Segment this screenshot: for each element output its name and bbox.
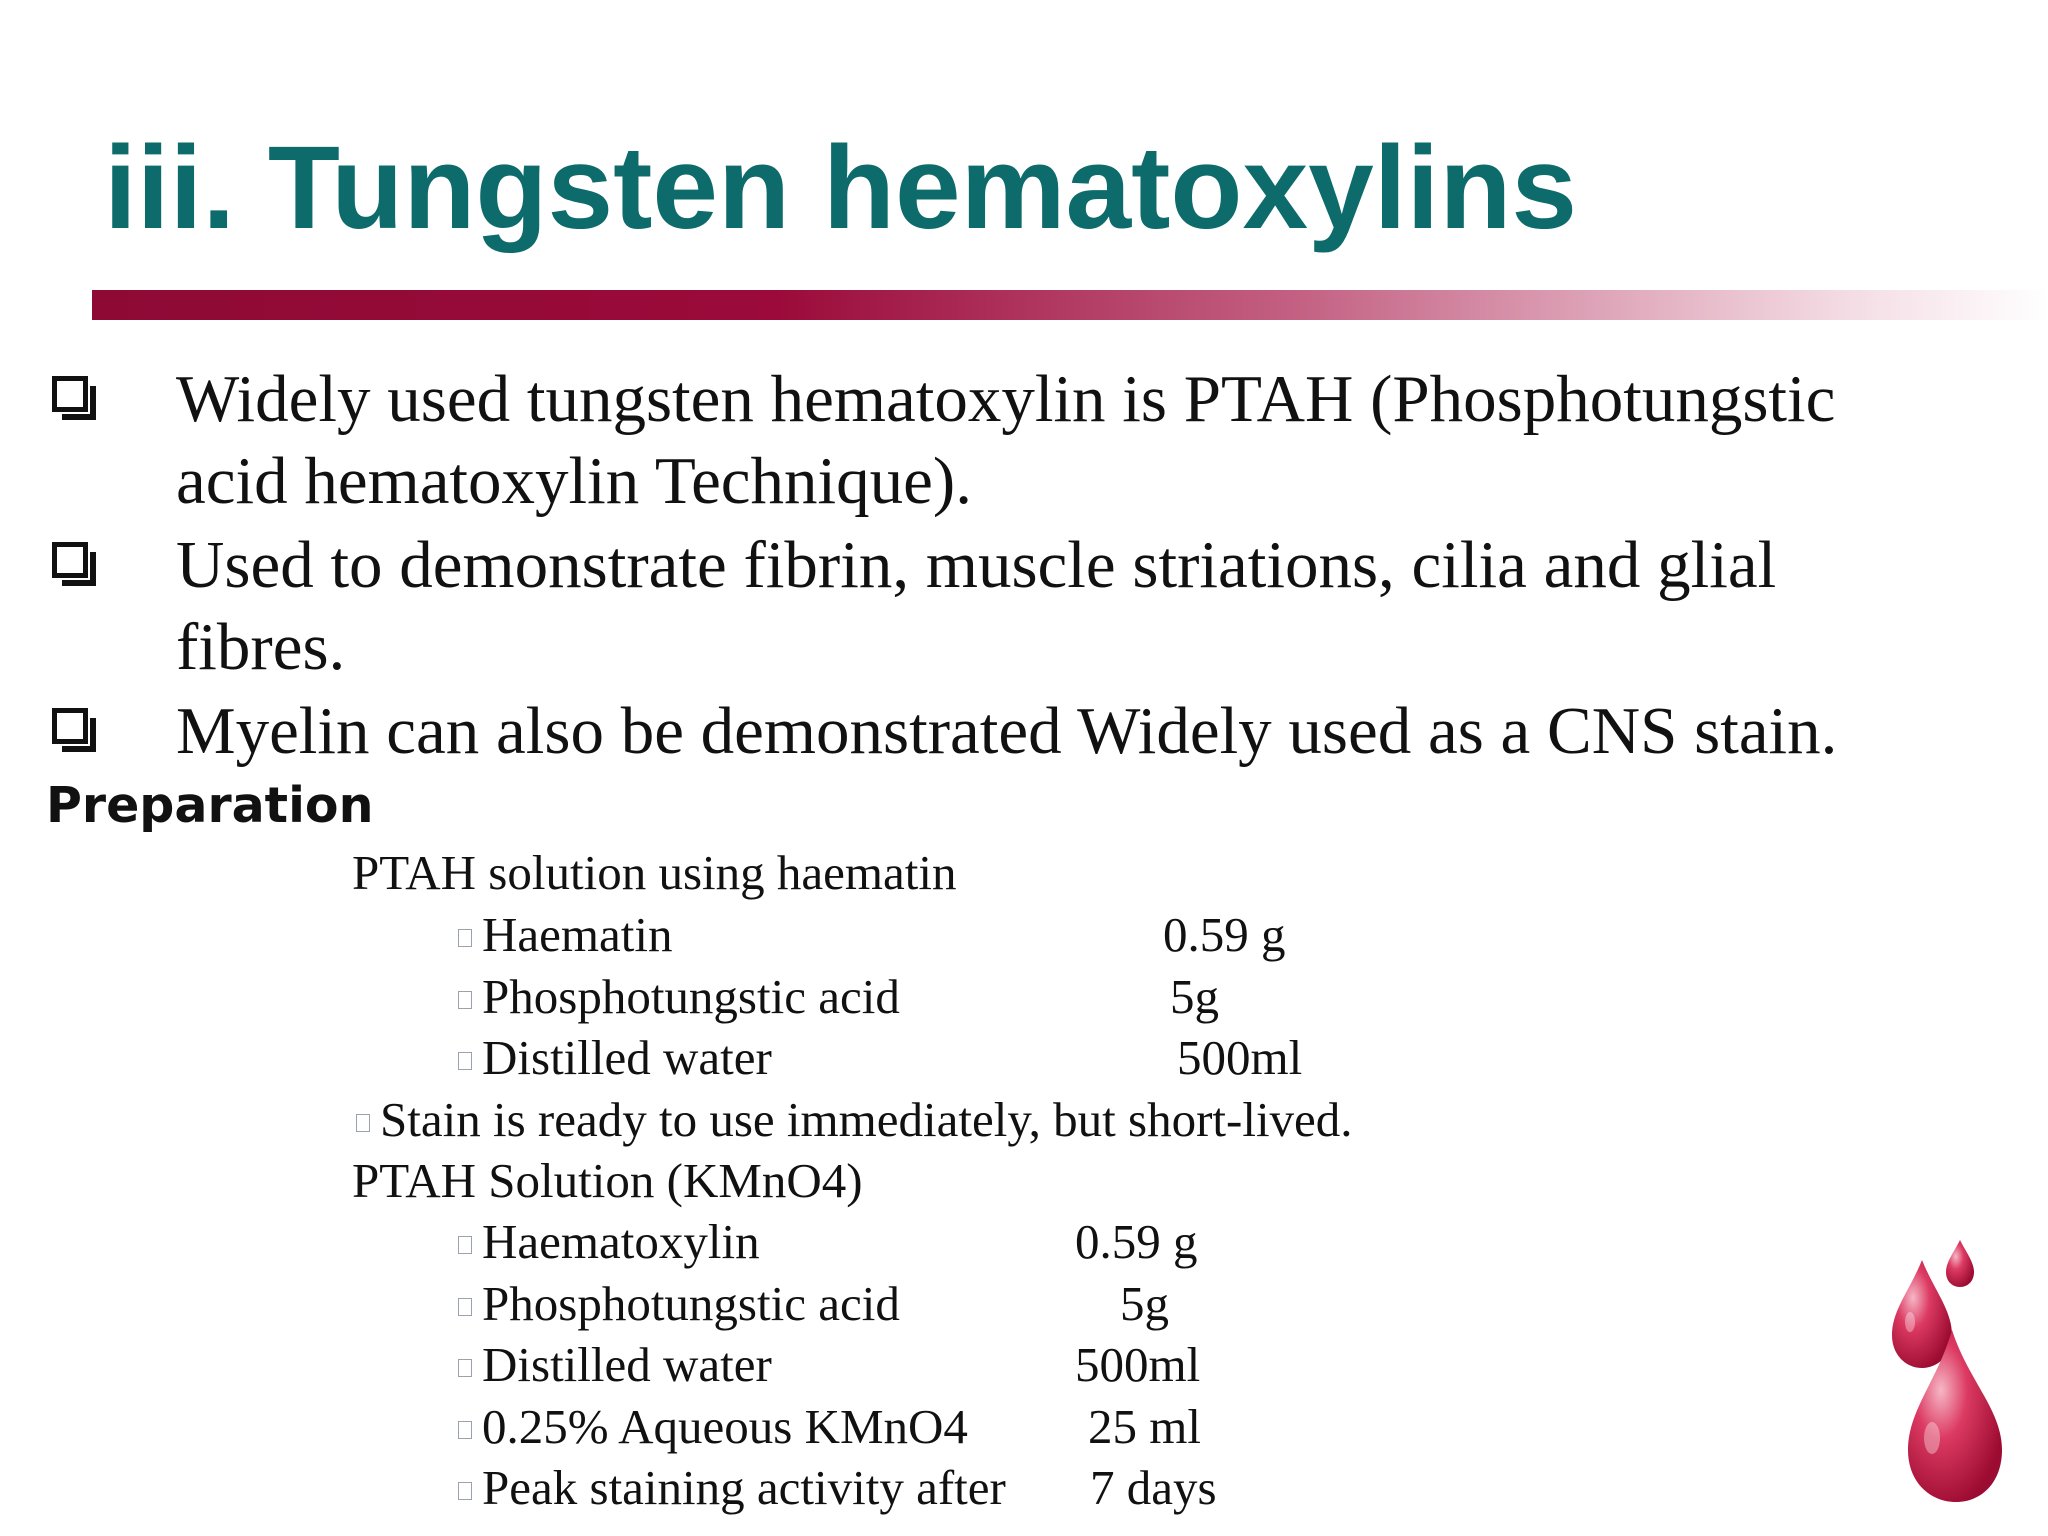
recipe-title: PTAH solution using haematin bbox=[352, 845, 957, 900]
bullet-list bbox=[48, 358, 2008, 774]
square-bullet-icon bbox=[458, 1359, 472, 1377]
checkbox-bullet-icon bbox=[52, 376, 88, 412]
ingredient-name: Distilled water bbox=[482, 1337, 772, 1392]
bullet-item bbox=[48, 358, 2008, 522]
ingredient-name: Distilled water bbox=[482, 1030, 772, 1085]
recipe-title: PTAH Solution (KMnO4) bbox=[352, 1153, 863, 1208]
ingredient-row bbox=[458, 967, 900, 1027]
bullet-text-line: Used to demonstrate fibrin, muscle striations, cilia and glial bbox=[176, 528, 1777, 602]
bullet-text-line: Widely used tungsten hematoxylin is PTAH (Phosphotungstic bbox=[176, 362, 1836, 436]
square-bullet-icon bbox=[458, 991, 472, 1009]
blood-drops-icon bbox=[1880, 1230, 2020, 1510]
ingredient-name: Haematin bbox=[482, 907, 673, 962]
bullet-text-line: fibres. bbox=[176, 610, 346, 684]
slide-title: iii. Tungsten hematoxylins bbox=[104, 122, 1578, 254]
ingredient-name: 0.25% Aqueous KMnO4 bbox=[482, 1399, 968, 1454]
ingredient-row bbox=[458, 905, 672, 965]
ingredient-amount: 0.59 g bbox=[1075, 1214, 1198, 1269]
ingredient-row bbox=[458, 1335, 772, 1395]
ingredient-row bbox=[458, 1028, 772, 1088]
square-bullet-icon bbox=[458, 1421, 472, 1439]
recipe-note bbox=[356, 1090, 1353, 1150]
ingredient-amount: 500ml bbox=[1075, 1337, 1201, 1392]
checkbox-bullet-icon bbox=[52, 542, 88, 578]
ingredient-name: Phosphotungstic acid bbox=[482, 1276, 900, 1331]
square-bullet-icon bbox=[458, 1482, 472, 1500]
bullet-text-line: Myelin can also be demonstrated Widely used as a CNS stain. bbox=[176, 694, 1838, 768]
preparation-heading: Preparation bbox=[46, 777, 374, 834]
square-bullet-icon bbox=[356, 1114, 370, 1132]
recipe-note-text: Stain is ready to use immediately, but short-lived. bbox=[380, 1092, 1353, 1147]
square-bullet-icon bbox=[458, 1052, 472, 1070]
ingredient-name: Peak staining activity after bbox=[482, 1460, 1006, 1515]
ingredient-row bbox=[458, 1274, 900, 1334]
bullet-text-line: acid hematoxylin Technique). bbox=[176, 444, 972, 518]
bullet-item bbox=[48, 524, 2008, 688]
ingredient-amount: 500ml bbox=[1177, 1030, 1303, 1085]
ingredient-amount: 0.59 g bbox=[1163, 907, 1286, 962]
ingredient-name: Haematoxylin bbox=[482, 1214, 760, 1269]
square-bullet-icon bbox=[458, 1236, 472, 1254]
square-bullet-icon bbox=[458, 929, 472, 947]
ingredient-row bbox=[458, 1397, 968, 1457]
ingredient-row bbox=[458, 1458, 1006, 1518]
ingredient-amount: 7 days bbox=[1090, 1460, 1217, 1515]
bullet-item bbox=[48, 690, 2008, 772]
ingredient-name: Phosphotungstic acid bbox=[482, 969, 900, 1024]
checkbox-bullet-icon bbox=[52, 708, 88, 744]
ingredient-amount: 25 ml bbox=[1088, 1399, 1201, 1454]
square-bullet-icon bbox=[458, 1298, 472, 1316]
ingredient-amount: 5g bbox=[1120, 1276, 1169, 1331]
ingredient-amount: 5g bbox=[1170, 969, 1219, 1024]
title-underline-bar bbox=[92, 290, 2048, 320]
ingredient-row bbox=[458, 1212, 760, 1272]
